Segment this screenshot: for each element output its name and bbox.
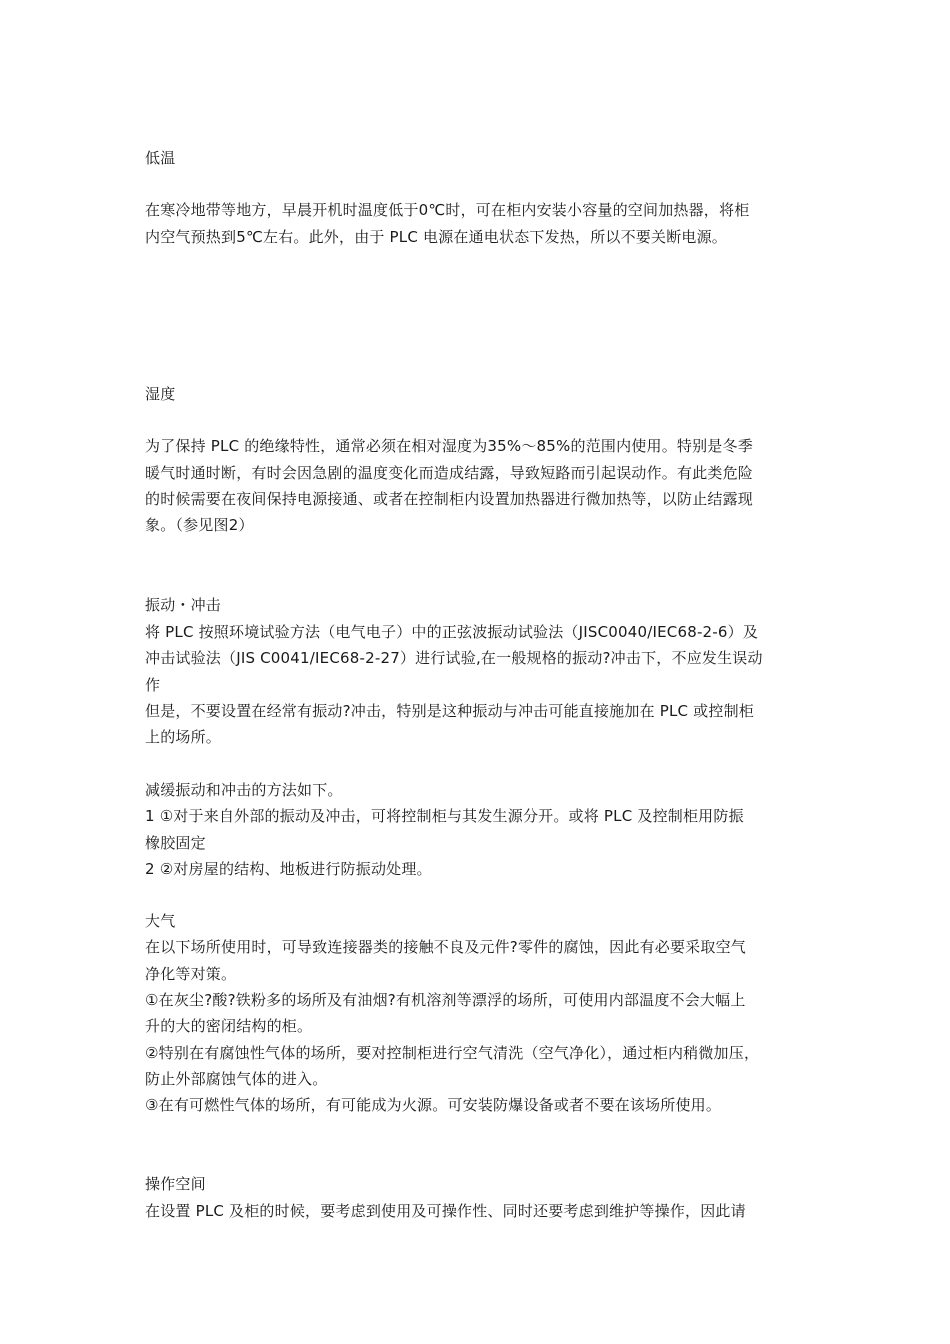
section-heading-mitigation: 减缓振动和冲击的方法如下。 <box>145 781 343 799</box>
section-heading-low-temp: 低温 <box>145 149 176 167</box>
paragraph-line: 在以下场所使用时，可导致连接器类的接触不良及元件?零件的腐蚀，因此有必要采取空气 <box>145 938 746 956</box>
list-item: ③在有可燃性气体的场所，有可能成为火源。可安装防爆设备或者不要在该场所使用。 <box>145 1096 722 1114</box>
paragraph-line: 为了保持 PLC 的绝缘特性，通常必须在相对湿度为35%～85%的范围内使用。特别是冬季 <box>145 437 753 455</box>
list-item: 升的大的密闭结构的柜。 <box>145 1017 313 1035</box>
paragraph-line: 上的场所。 <box>145 728 222 746</box>
paragraph-line: 在寒冷地带等地方，早晨开机时温度低于0℃时，可在柜内安装小容量的空间加热器，将柜 <box>145 201 750 219</box>
section-heading-humidity: 湿度 <box>145 385 176 403</box>
paragraph-line: 冲击试验法（JIS C0041/IEC68-2-27）进行试验,在一般规格的振动?冲击下，不应发生误动 <box>145 649 763 667</box>
list-item: ①在灰尘?酸?铁粉多的场所及有油烟?有机溶剂等漂浮的场所，可使用内部温度不会大幅上 <box>145 991 746 1009</box>
list-item: 橡胶固定 <box>145 834 206 852</box>
list-item: 1 ①对于来自外部的振动及冲击，可将控制柜与其发生源分开。或将 PLC 及控制柜用防振 <box>145 807 744 825</box>
paragraph-line: 将 PLC 按照环境试验方法（电气电子）中的正弦波振动试验法（JISC0040/IEC68-2-6）及 <box>145 623 759 641</box>
paragraph-line: 但是，不要设置在经常有振动?冲击，特别是这种振动与冲击可能直接施加在 PLC 或控制柜 <box>145 702 754 720</box>
section-heading-atmosphere: 大气 <box>145 912 176 930</box>
paragraph-line: 内空气预热到5℃左右。此外，由于 PLC 电源在通电状态下发热，所以不要关断电源。 <box>145 228 728 246</box>
section-heading-vibration: 振动・冲击 <box>145 596 222 614</box>
paragraph-line: 暖气时通时断，有时会因急剧的温度变化而造成结露，导致短路而引起误动作。有此类危险 <box>145 464 754 482</box>
list-item: ②特别在有腐蚀性气体的场所，要对控制柜进行空气清洗（空气净化），通过柜内稍微加压， <box>145 1044 760 1062</box>
list-item: 防止外部腐蚀气体的进入。 <box>145 1070 328 1088</box>
paragraph-line: 的时候需要在夜间保持电源接通、或者在控制柜内设置加热器进行微加热等，以防止结露现 <box>145 490 754 508</box>
paragraph-line: 象。（参见图2） <box>145 516 254 534</box>
list-item: 2 ②对房屋的结构、地板进行防振动处理。 <box>145 860 432 878</box>
paragraph-line: 在设置 PLC 及柜的时候，要考虑到使用及可操作性、同时还要考虑到维护等操作，因此请 <box>145 1202 746 1220</box>
section-heading-space: 操作空间 <box>145 1175 206 1193</box>
paragraph-line: 作 <box>145 676 161 694</box>
paragraph-line: 净化等对策。 <box>145 965 237 983</box>
